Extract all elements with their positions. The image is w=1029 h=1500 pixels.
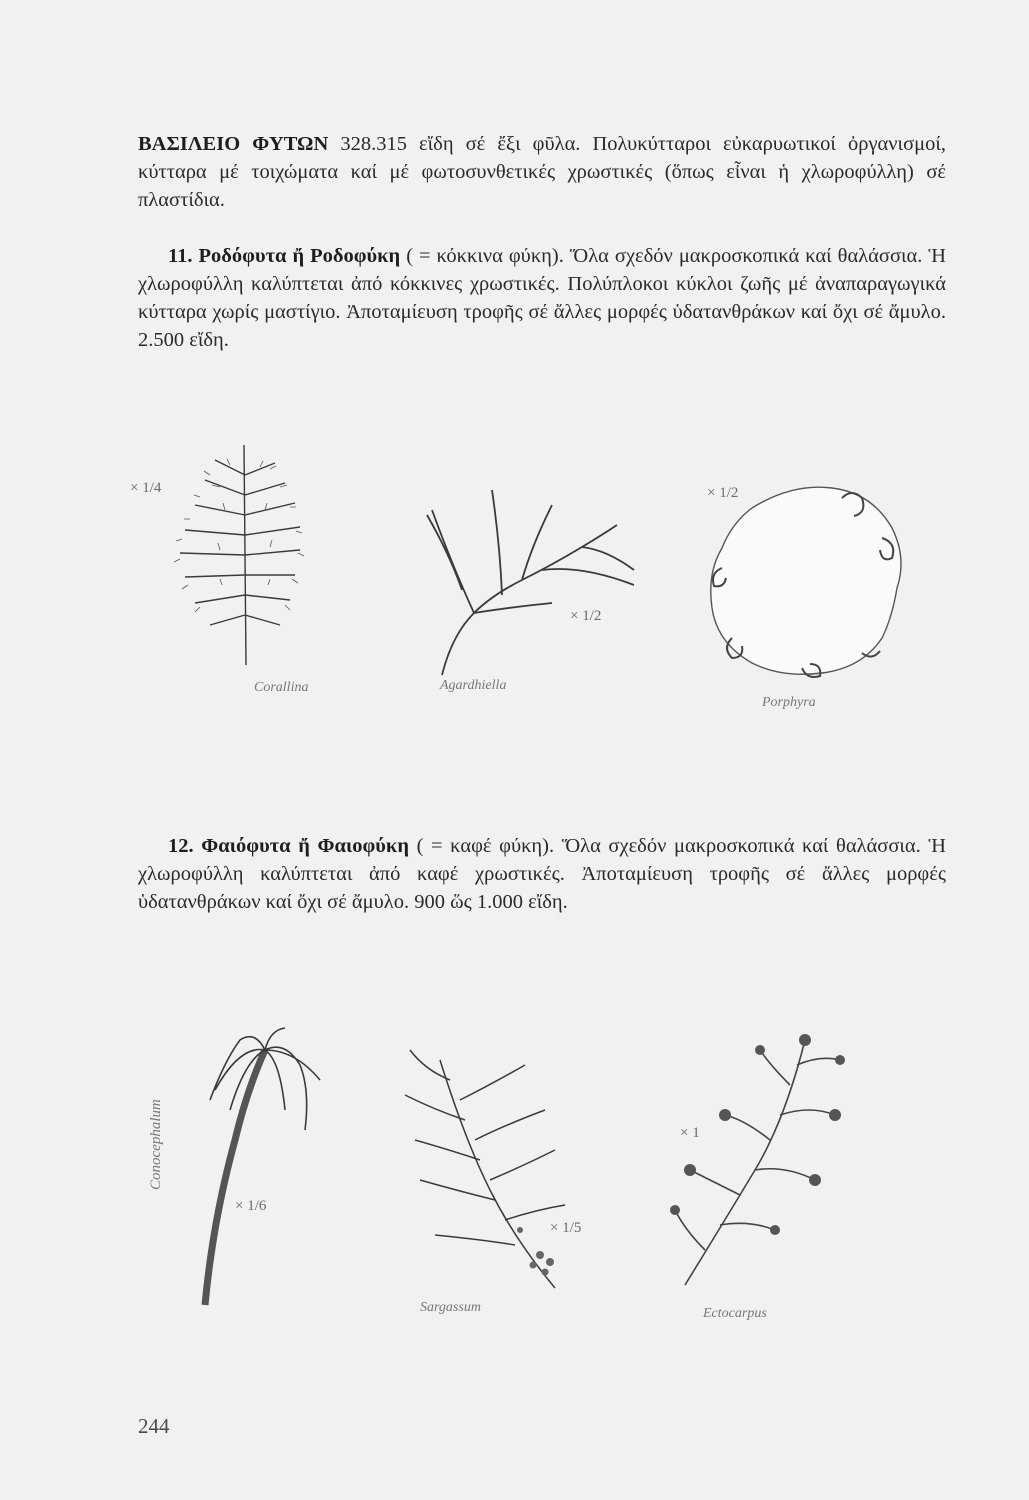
figure-corallina (160, 435, 310, 665)
porphyra-caption: Porphyra (762, 695, 816, 710)
sargassum-scale: × 1/5 (550, 1220, 582, 1236)
ectocarpus-scale: × 1 (680, 1125, 700, 1141)
figure-ectocarpus (665, 1020, 855, 1290)
conocephalum-scale: × 1/6 (235, 1198, 267, 1214)
phaeophyta-number: 12. (168, 835, 194, 857)
agardhiella-illustration (412, 485, 637, 680)
figure-porphyra (692, 478, 912, 688)
rhodophyta-number: 11. (168, 245, 193, 267)
phaeophyta-heading: Φαιόφυτα ἤ Φαιοφύκη (201, 835, 409, 857)
kingdom-paragraph (138, 130, 946, 214)
ectocarpus-caption: Ectocarpus (703, 1306, 767, 1321)
kingdom-heading: ΒΑΣΙΛΕΙΟ ΦΥΤΩΝ (138, 133, 329, 155)
rhodophyta-text: ( = κόκκινα φύκη). Ὅλα σχεδόν μακροσκοπικά καί θαλάσσια. Ἡ χλωροφύλλη καλύπτεται ἀπό κόκκινες χρωστικές. Πολύπλοκοι κύκλοι ζωῆς μέ ἀναπαραγωγικά κύτταρα χωρίς μαστίγιο. Ἀποταμίευση τροφῆς σέ ἄλλες μορφές ὑδατανθράκων καί ὄχι σέ ἄμυλο. 2.500 εἴδη. (138, 245, 946, 351)
phaeophyta-text: ( = καφέ φύκη). Ὅλα σχεδόν μακροσκοπικά καί θαλάσσια. Ἡ χλωροφύλλη καλύπτεται ἀπό καφέ χρωστικές. Ἀποταμίευση τροφῆς σέ ἄλλες μορφές ὑδατανθράκων καί ὄχι σέ ἄμυλο. 900 ὥς 1.000 εἴδη. (138, 835, 947, 913)
phaeophyta-paragraph (138, 832, 946, 916)
corallina-scale: × 1/4 (130, 480, 162, 496)
porphyra-scale: × 1/2 (707, 485, 739, 501)
corallina-illustration (160, 435, 310, 665)
conocephalum-caption: Conocephalum (148, 1099, 164, 1190)
agardhiella-caption: Agardhiella (440, 678, 507, 693)
corallina-caption: Corallina (254, 680, 309, 695)
ectocarpus-illustration (665, 1020, 855, 1290)
sargassum-illustration (395, 1040, 575, 1290)
conocephalum-illustration (185, 1020, 325, 1310)
sargassum-caption: Sargassum (420, 1300, 481, 1315)
figure-sargassum (395, 1040, 575, 1290)
page-number: 244 (138, 1414, 170, 1438)
figure-agardhiella (412, 485, 637, 680)
agardhiella-scale: × 1/2 (570, 608, 602, 624)
figure-conocephalum (185, 1020, 325, 1310)
rhodophyta-paragraph (138, 242, 946, 354)
kingdom-text: 328.315 εἴδη σέ ἔξι φῦλα. Πολυκύτταροι εὐκαρυωτικοί ὀργανισμοί, κύτταρα μέ τοιχώματα καί μέ φωτοσυνθετικές χρωστικές (ὅπως εἶναι ἡ χλωροφύλλη) σέ πλαστίδια. (138, 133, 946, 211)
rhodophyta-heading: Ροδόφυτα ἤ Ροδοφύκη (198, 245, 401, 267)
porphyra-illustration (692, 478, 912, 688)
